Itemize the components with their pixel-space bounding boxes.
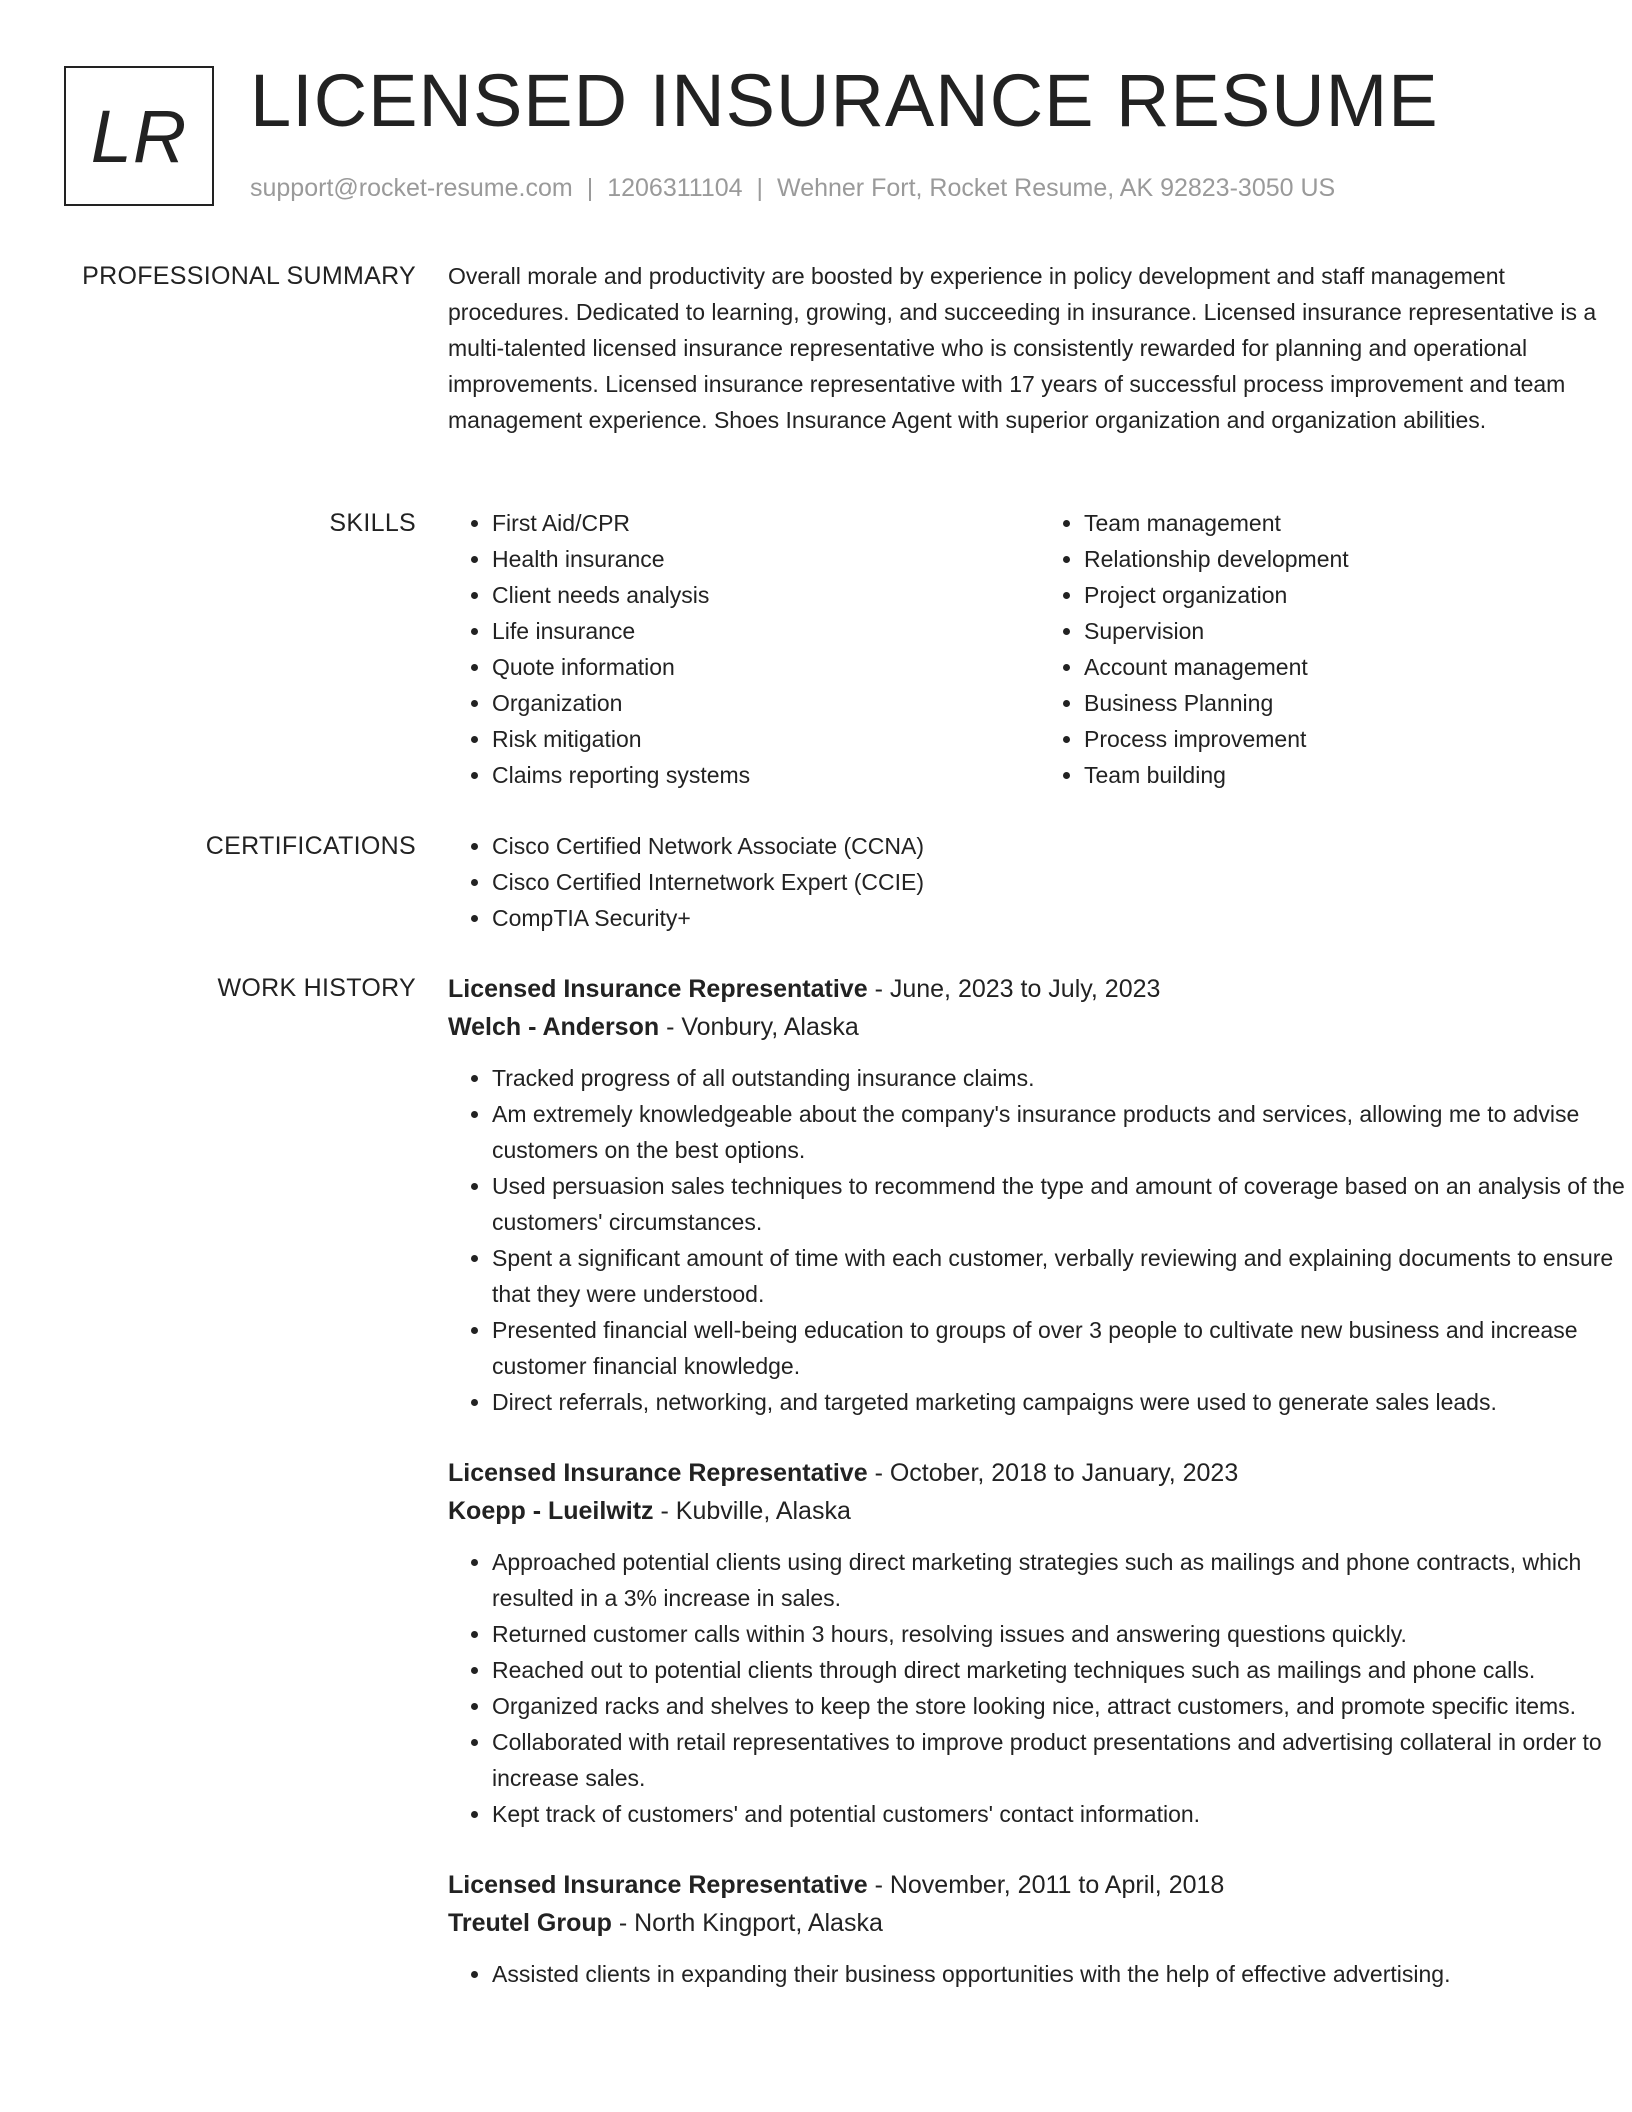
resume-header — [64, 59, 1568, 214]
job-entry — [448, 1866, 1632, 1992]
skill-item: • Project organization — [1084, 577, 1632, 613]
job-title: Licensed Insurance Representative — [448, 1871, 868, 1899]
job-bullets — [448, 1060, 1632, 1420]
job-title-line — [448, 1866, 1632, 1904]
skill-item: • Relationship development — [1084, 541, 1632, 577]
job-bullet: • Kept track of customers' and potential customers' contact information. — [492, 1796, 1632, 1832]
skill-item: • Quote information — [492, 649, 1040, 685]
job-company: Koepp - Lueilwitz — [448, 1497, 654, 1525]
job-bullet: • Organized racks and shelves to keep the store looking nice, attract customers, and promote specific items. — [492, 1688, 1632, 1724]
job-title: Licensed Insurance Representative — [448, 975, 868, 1003]
contact-address: Wehner Fort, Rocket Resume, AK 92823-3050 US — [777, 174, 1336, 202]
skill-item: • Account management — [1084, 649, 1632, 685]
job-company-line — [448, 1904, 1632, 1942]
certification-item: • CompTIA Security+ — [492, 900, 1632, 936]
skill-item: • Health insurance — [492, 541, 1040, 577]
certifications-list — [448, 828, 1632, 936]
skill-item: • Business Planning — [1084, 685, 1632, 721]
skill-item: • Claims reporting systems — [492, 757, 1040, 793]
skill-item: • Team management — [1084, 505, 1632, 541]
section-label-summary: PROFESSIONAL SUMMARY — [82, 262, 416, 290]
skill-item: • Organization — [492, 685, 1040, 721]
job-company: Welch - Anderson — [448, 1013, 660, 1041]
skills-columns — [448, 505, 1632, 793]
job-bullet: • Reached out to potential clients through direct marketing techniques such as mailings and phone calls. — [492, 1652, 1632, 1688]
job-title-line — [448, 1454, 1632, 1492]
summary-text: Overall morale and productivity are boosted by experience in policy development and staff management procedures. Dedicated to learning, growing, and succeeding in insurance. Licensed insurance representative is a multi-talented licensed insurance representative who is consistently rewarded for planning and operational improvements. Licensed insurance representative with 17 years of successful process improvement and team management experience. Shoes Insurance Agent with superior organization and organization abilities. — [448, 263, 1597, 433]
contact-email[interactable]: support@rocket-resume.com — [250, 174, 573, 202]
job-location: - Vonbury, Alaska — [659, 1013, 859, 1041]
skills-list-left — [448, 505, 1040, 793]
job-dates: - November, 2011 to April, 2018 — [867, 1871, 1225, 1899]
contact-separator: | — [586, 174, 594, 202]
job-bullets — [448, 1956, 1632, 1992]
section-label-certifications: CERTIFICATIONS — [205, 832, 416, 860]
job-bullet: • Collaborated with retail representatives to improve product presentations and advertising collateral in order to increase sales. — [492, 1724, 1632, 1796]
work-history-body — [448, 970, 1632, 2026]
skill-item: • Life insurance — [492, 613, 1040, 649]
job-location: - Kubville, Alaska — [653, 1497, 851, 1525]
job-company: Treutel Group — [448, 1909, 612, 1937]
job-bullet: • Presented financial well-being education to groups of over 3 people to cultivate new business and increase customer financial knowledge. — [492, 1312, 1632, 1384]
certifications-body — [448, 828, 1632, 936]
job-dates: - June, 2023 to July, 2023 — [867, 975, 1161, 1003]
skill-item: • Process improvement — [1084, 721, 1632, 757]
skill-item: • Client needs analysis — [492, 577, 1040, 613]
resume-title: LICENSED INSURANCE RESUME — [250, 59, 1439, 142]
job-dates: - October, 2018 to January, 2023 — [867, 1459, 1239, 1487]
job-title: Licensed Insurance Representative — [448, 1459, 868, 1487]
section-label-work-history: WORK HISTORY — [217, 974, 416, 1002]
job-location: - North Kingport, Alaska — [611, 1909, 883, 1937]
job-bullet: • Direct referrals, networking, and targeted marketing campaigns were used to generate sales leads. — [492, 1384, 1632, 1420]
contact-line — [250, 174, 1335, 203]
skill-item: • First Aid/CPR — [492, 505, 1040, 541]
job-bullet: • Tracked progress of all outstanding insurance claims. — [492, 1060, 1632, 1096]
contact-phone[interactable]: 1206311104 — [607, 174, 743, 202]
job-company-line — [448, 1008, 1632, 1046]
job-entry — [448, 970, 1632, 1420]
certification-item: • Cisco Certified Internetwork Expert (CCIE) — [492, 864, 1632, 900]
certification-item: • Cisco Certified Network Associate (CCNA) — [492, 828, 1632, 864]
job-bullet: • Am extremely knowledgeable about the company's insurance products and services, allowing me to advise customers on the best options. — [492, 1096, 1632, 1168]
job-title-line — [448, 970, 1632, 1008]
job-bullet: • Returned customer calls within 3 hours, resolving issues and answering questions quickly. — [492, 1616, 1632, 1652]
skills-list-right — [1040, 505, 1632, 793]
job-bullet: • Used persuasion sales techniques to recommend the type and amount of coverage based on an analysis of the customers' circumstances. — [492, 1168, 1632, 1240]
job-bullet: • Spent a significant amount of time with each customer, verbally reviewing and explaining documents to ensure that they were understood. — [492, 1240, 1632, 1312]
skill-item: • Team building — [1084, 757, 1632, 793]
section-label-skills: SKILLS — [329, 509, 416, 537]
job-company-line — [448, 1492, 1632, 1530]
job-entry — [448, 1454, 1632, 1832]
monogram-logo: LR — [64, 66, 214, 206]
job-bullets — [448, 1544, 1632, 1832]
job-bullet: • Assisted clients in expanding their business opportunities with the help of effective advertising. — [492, 1956, 1632, 1992]
skill-item: • Risk mitigation — [492, 721, 1040, 757]
contact-separator: | — [756, 174, 764, 202]
skill-item: • Supervision — [1084, 613, 1632, 649]
job-bullet: • Approached potential clients using direct marketing strategies such as mailings and phone contracts, which resulted in a 3% increase in sales. — [492, 1544, 1632, 1616]
